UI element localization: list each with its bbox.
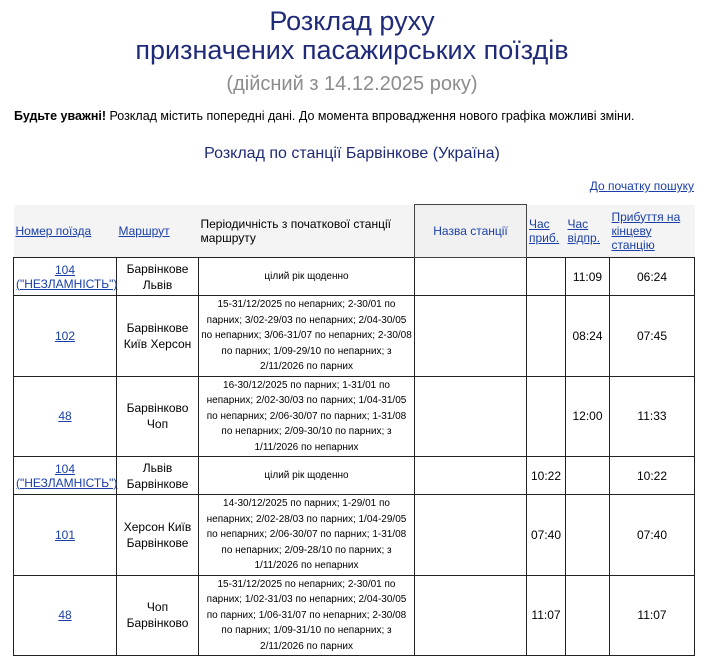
cell-departure: 12:00 <box>566 376 610 457</box>
header-final-arrival[interactable]: Прибуття на кінцеву станцію <box>610 205 695 258</box>
cell-train-number[interactable] <box>14 296 117 377</box>
cell-route: Херсон Київ Барвінкове <box>117 495 199 576</box>
table-header-row <box>14 205 695 258</box>
table-row <box>14 376 695 457</box>
notice-text: Розклад містить попередні дані. До момента впровадження нового графіка можливі зміни. <box>106 109 635 123</box>
train-number-link[interactable]: 48 <box>58 409 72 424</box>
notice <box>14 109 634 123</box>
cell-route: Львів Барвінкове <box>117 457 199 495</box>
cell-periodicity: цілий рік щоденно <box>199 457 415 495</box>
cell-arrival: 07:40 <box>527 495 566 576</box>
table-row <box>14 495 695 576</box>
train-name-link[interactable]: ("НЕЗЛАМНІСТЬ") <box>16 475 118 490</box>
cell-route: Барвінково Чоп <box>117 376 199 457</box>
notice-bold: Будьте уважні! <box>14 109 106 123</box>
cell-route: Барвінкове Львів <box>117 258 199 296</box>
station-title: Розклад по станції Барвінкове (Україна) <box>204 145 500 162</box>
cell-route: Чоп Барвінково <box>117 575 199 656</box>
header-route[interactable]: Маршрут <box>117 205 199 258</box>
cell-route: Барвінкове Київ Херсон <box>117 296 199 377</box>
train-number-link[interactable]: 48 <box>58 608 72 623</box>
cell-arrival: 11:07 <box>527 575 566 656</box>
cell-station <box>415 296 527 377</box>
cell-train-number[interactable] <box>14 457 117 495</box>
cell-departure <box>566 575 610 656</box>
cell-final-arrival: 07:45 <box>610 296 695 377</box>
cell-periodicity: 15-31/12/2025 по непарних; 2-30/01 по парних; 1/02-31/03 по непарних; 2/04-30/05 по парних; 1/06-31/07 по непарних; 2-30/08 по парних; 1/09-31/10 по непарних; з 2/11/2026 по парних <box>199 575 415 656</box>
header-departure[interactable]: Час відпр. <box>566 205 610 258</box>
back-to-search-link[interactable]: До початку пошуку <box>589 179 694 193</box>
cell-station <box>415 376 527 457</box>
cell-final-arrival: 10:22 <box>610 457 695 495</box>
cell-station <box>415 495 527 576</box>
cell-train-number[interactable] <box>14 258 117 296</box>
cell-periodicity: 15-31/12/2025 по непарних; 2-30/01 по парних; 3/02-29/03 по непарних; 2/04-30/05 по непарних; 3/06-31/07 по непарних; 2-30/08 по парних; 1/09-29/10 по непарних; з 2/11/2026 по парних <box>199 296 415 377</box>
cell-periodicity: цілий рік щоденно <box>199 258 415 296</box>
header-station-name: Назва станції <box>415 205 527 258</box>
table-row <box>14 457 695 495</box>
cell-final-arrival: 07:40 <box>610 495 695 576</box>
train-number-link[interactable]: 104 <box>54 262 76 277</box>
header-periodicity: Періодичність з початкової станції маршруту <box>199 205 415 258</box>
cell-final-arrival: 06:24 <box>610 258 695 296</box>
cell-arrival <box>527 376 566 457</box>
cell-departure: 08:24 <box>566 296 610 377</box>
page-subtitle: (дійсний з 14.12.2025 року) <box>226 73 478 95</box>
train-name-link[interactable]: ("НЕЗЛАМНІСТЬ") <box>16 276 118 291</box>
cell-station <box>415 575 527 656</box>
train-number-link[interactable]: 104 <box>54 461 76 476</box>
cell-station <box>415 457 527 495</box>
table-row <box>14 575 695 656</box>
table-row <box>14 258 695 296</box>
cell-station <box>415 258 527 296</box>
page-title-line-2: призначених пасажирських поїздів <box>135 35 569 65</box>
cell-departure <box>566 457 610 495</box>
page-title-line-1: Розклад руху <box>269 6 435 36</box>
cell-train-number[interactable] <box>14 575 117 656</box>
schedule-table <box>13 204 695 656</box>
table-row <box>14 296 695 377</box>
cell-periodicity: 16-30/12/2025 по парних; 1-31/01 по непарних; 2/02-30/03 по парних; 1/04-31/05 по непарних; 2/06-30/07 по парних; 1-31/08 по непарних; 2/09-30/10 по парних; з 1/11/2026 по непарних <box>199 376 415 457</box>
cell-arrival <box>527 296 566 377</box>
cell-final-arrival: 11:33 <box>610 376 695 457</box>
cell-final-arrival: 11:07 <box>610 575 695 656</box>
train-number-link[interactable]: 102 <box>54 328 76 343</box>
header-arrival[interactable]: Час приб. <box>527 205 566 258</box>
header-train-number[interactable]: Номер поїзда <box>14 205 117 258</box>
cell-train-number[interactable] <box>14 495 117 576</box>
cell-departure <box>566 495 610 576</box>
cell-departure: 11:09 <box>566 258 610 296</box>
train-number-link[interactable]: 101 <box>54 527 76 542</box>
cell-arrival <box>527 258 566 296</box>
cell-train-number[interactable] <box>14 376 117 457</box>
cell-arrival: 10:22 <box>527 457 566 495</box>
cell-periodicity: 14-30/12/2025 по парних; 1-29/01 по непарних; 2/02-28/03 по парних; 1/04-29/05 по непарних; 2/06-30/07 по парних; 1-31/08 по непарних; 2/09-28/10 по парних; з 1/11/2026 по непарних <box>199 495 415 576</box>
